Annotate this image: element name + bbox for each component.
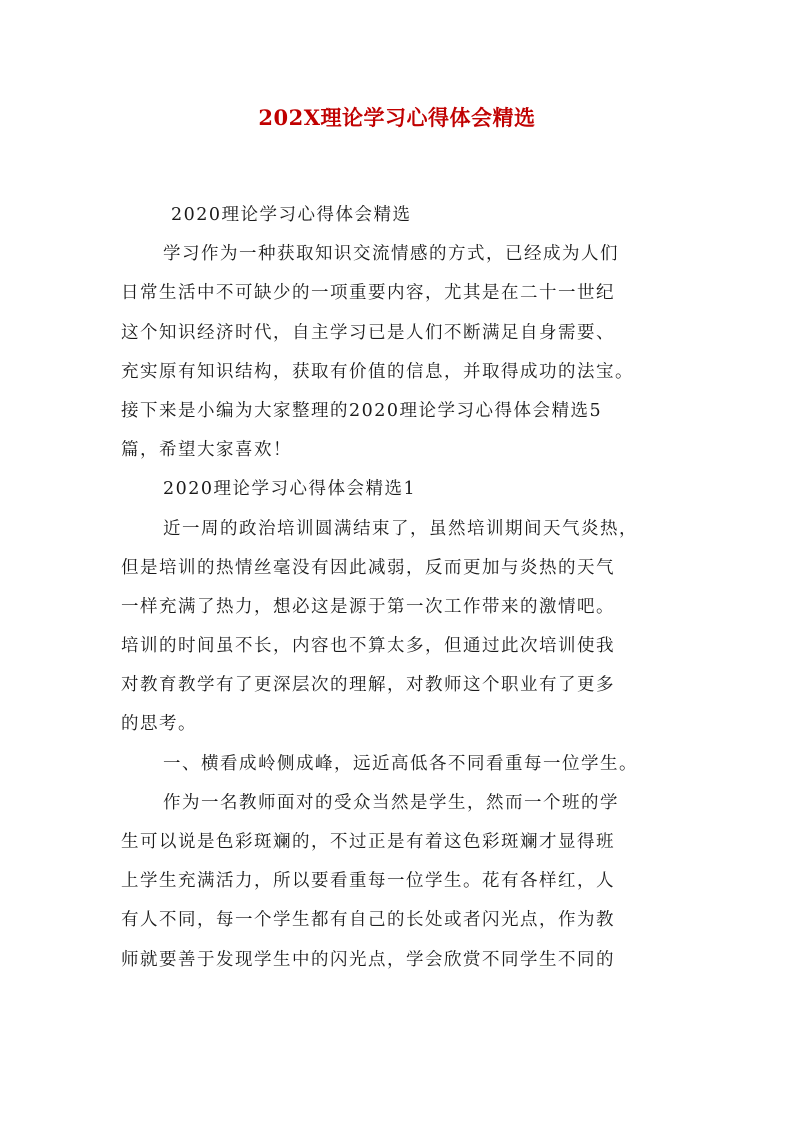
paragraph-line: 近一周的政治培训圆满结束了，虽然培训期间天气炎热， xyxy=(163,518,638,539)
paragraph-line: 培训的时间虽不长，内容也不算太多，但通过此次培训使我 xyxy=(121,636,615,657)
paragraph-line: 对教育教学有了更深层次的理解，对教师这个职业有了更多 xyxy=(121,675,615,696)
paragraph-line: 作为一名教师面对的受众当然是学生，然而一个班的学 xyxy=(163,792,619,813)
paragraph-line: 的思考。 xyxy=(121,714,197,735)
paragraph-line: 一样充满了热力，想必这是源于第一次工作带来的激情吧。 xyxy=(121,596,615,617)
paragraph-line: 有人不同，每一个学生都有自己的长处或者闪光点，作为教 xyxy=(121,910,615,931)
paragraph-line: 接下来是小编为大家整理的2020理论学习心得体会精选5 xyxy=(121,400,603,421)
paragraph-line: 学习作为一种获取知识交流情感的方式，已经成为人们 xyxy=(163,244,619,265)
subtitle-line: 2020理论学习心得体会精选 xyxy=(171,205,412,225)
section-heading-line: 2020理论学习心得体会精选1 xyxy=(163,479,417,500)
paragraph-line: 充实原有知识结构，获取有价值的信息，并取得成功的法宝。 xyxy=(121,361,634,382)
paragraph-line: 但是培训的热情丝毫没有因此减弱，反而更加与炎热的天气 xyxy=(121,557,615,578)
section-heading-line: 一、横看成岭侧成峰，远近高低各不同看重每一位学生。 xyxy=(163,753,638,774)
document-title: 202X理论学习心得体会精选 xyxy=(258,105,536,130)
document-body xyxy=(121,196,681,980)
paragraph-line: 这个知识经济时代，自主学习已是人们不断满足自身需要、 xyxy=(121,322,615,343)
paragraph-line: 日常生活中不可缺少的一项重要内容，尤其是在二十一世纪 xyxy=(121,283,615,304)
paragraph-line: 上学生充满活力，所以要看重每一位学生。花有各样红，人 xyxy=(121,871,615,892)
paragraph-line: 生可以说是色彩斑斓的，不过正是有着这色彩斑斓才显得班 xyxy=(121,832,615,852)
paragraph-line: 师就要善于发现学生中的闪光点，学会欣赏不同学生不同的 xyxy=(121,949,615,970)
paragraph-line: 篇，希望大家喜欢！ xyxy=(121,440,292,461)
